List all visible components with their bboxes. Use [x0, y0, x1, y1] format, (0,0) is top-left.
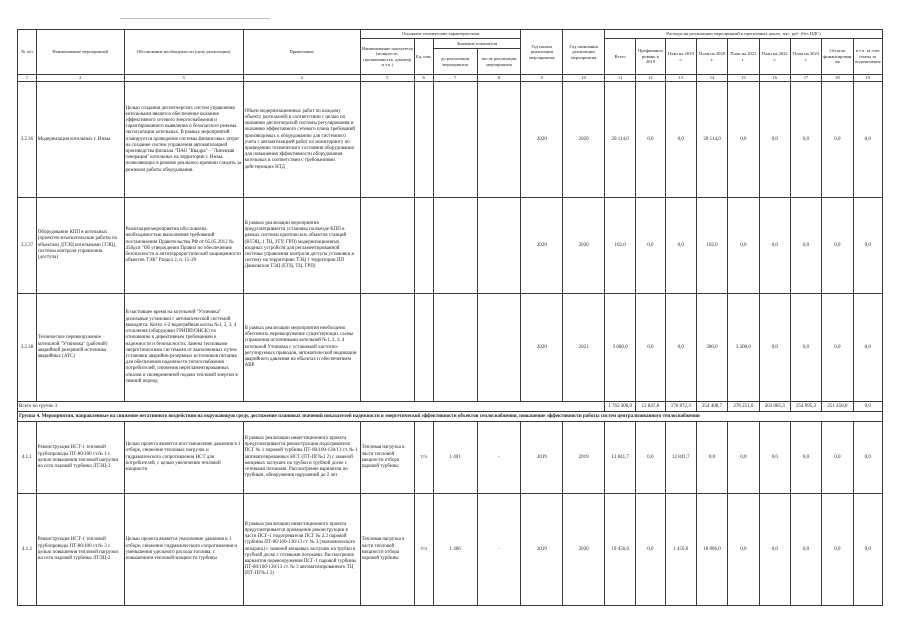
row-end: 2020: [563, 494, 605, 606]
investment-table: [17, 29, 883, 606]
row-before: 1 401: [433, 422, 477, 494]
col-number: 2: [36, 75, 124, 82]
column-numbers-row: [18, 75, 883, 82]
row-plan-2019: 0,0: [665, 198, 696, 294]
row-number: 4.1.1: [18, 422, 37, 494]
header-unit: Ед. изм.: [414, 39, 433, 75]
row-start: 2019: [521, 494, 563, 606]
row-remaining: 0,0: [822, 198, 853, 294]
row-unit: т/ч: [414, 494, 433, 606]
row-number: 4.1.2: [18, 494, 37, 606]
group-total-value: 1 763 300,0: [604, 402, 635, 412]
row-before: 1 406: [433, 494, 477, 606]
col-number: 14: [696, 75, 727, 82]
col-number: 5: [360, 75, 414, 82]
row-tech: [360, 198, 414, 294]
row-total: 3 600,0: [604, 294, 635, 402]
row-tech: Тепловая нагрузка в части тепловой мощности отбора паровой турбины: [360, 494, 414, 606]
col-number: 10: [563, 75, 605, 82]
col-number: 12: [636, 75, 665, 82]
row-note: Объем модернизационных работ по каждому объекту (котельной) в соответствии с целью по оказанию диспетчерской системы регулирования и оказанию эффективного сетевого плана требований производимых к оборудованию для системного учета с автоматизацией работ по мониторингу по приведению технического состояния оборудования для повышения эффективности оборудования котельных в соответствии с требованиями действующих НТД: [243, 82, 360, 198]
row-note: В рамках реализации инвестиционного проекта предусматривается проведение реконструкции в части ПСГ-1 подогревателя ПСГ № 2.2 паровой турбины ПТ-80/100-130/13 ст. № 3 (экономического аппарата) с заменой концевых заглушек на трубки в трубной доске с сетевыми потоками. Рассмотрение вариантов перевооружения ПСГ-1 паровой турбины ПТ-80/100-130/13 ст. № 3 автоматизированного ТЦ (ПТ-ПГ№1 2): [243, 494, 360, 606]
row-plan-2023: 0,0: [790, 198, 821, 294]
row-number: 3.2.36: [18, 82, 37, 198]
header-plan-2022: План на 2022 г.: [759, 39, 790, 75]
row-unit: т/ч: [414, 422, 433, 494]
group-total-row: [18, 402, 883, 412]
row-plan-2022: 0,0: [759, 494, 790, 606]
row-prefinanced: 0,0: [636, 294, 665, 402]
row-loan: 0,0: [853, 494, 882, 606]
col-number: 6: [414, 75, 433, 82]
row-plan-2022: 0,0: [759, 422, 790, 494]
header-plan-2023: План на 2023 г.: [790, 39, 821, 75]
row-unit: [414, 294, 433, 402]
col-number: 11: [604, 75, 635, 82]
row-plan-2020: 162,0: [696, 198, 727, 294]
row-plan-2023: 0,0: [790, 494, 821, 606]
col-number: 4: [243, 75, 360, 82]
row-plan-2019: 0,0: [665, 82, 696, 198]
header-value-after: после реализации мероприятия: [477, 49, 521, 75]
table-row: [18, 494, 883, 606]
row-start: 2019: [521, 422, 563, 494]
row-unit: [414, 198, 433, 294]
row-plan-2021: 0,0: [728, 494, 759, 606]
row-name: Модернизация котельных г. Ижма: [36, 82, 124, 198]
row-plan-2020: 0,0: [696, 422, 727, 494]
row-prefinanced: 0,0: [636, 82, 665, 198]
row-total: 20 114,0: [604, 82, 635, 198]
row-justification: Реализация мероприятия обусловлена необходимостью выполнения требований постановления Правительства РФ от 05.05.2012 № 458дсп "Об утверждении Правил по обеспечению безопасности и антитеррористической защищенности объектов ТЭК" Раздел 2, п. 15-20: [124, 198, 243, 294]
header-value-before: до реализации мероприятия: [433, 49, 477, 75]
row-plan-2022: 0,0: [759, 198, 790, 294]
row-loan: 0,0: [853, 198, 882, 294]
row-name: Техническое перевооружение котельной "Утиновка" (рабочий) аварийной резервной источника аварийных (АТС): [36, 294, 124, 402]
row-plan-2021: 0,0: [728, 198, 759, 294]
row-tech: Тепловая нагрузка в части тепловой мощности отбора паровой турбины: [360, 422, 414, 494]
row-name: Реконструкция НСТ-1 тепловой трубопроводы ПТ-80/100 ст.№ 1 с целью повышения тепловой нагрузки на сети паровой турбины ЛТЭЦ-2: [36, 422, 124, 494]
header-expenses: Расходы на реализацию мероприятий в прогнозных ценах, тыс. руб. (без НДС): [604, 30, 882, 39]
row-total: 19 456,6: [604, 494, 635, 606]
group-total-2023: 254 095,3: [790, 402, 821, 412]
row-justification: Целью проекта является увеличение давления в 1 отборе, снижение гидравлического сопротивления и уменьшения удельного расхода топлива, с повышением тепловой мощности турбины: [124, 494, 243, 606]
row-plan-2020: 18 006,0: [696, 494, 727, 606]
group-total-label: Всего по группе 3: [18, 402, 605, 412]
row-justification: Целью создания диспетчерских систем управления котельными является обеспечение оказания эффективного сетевого энергоснабжения и гарантированного выявления и безопасного режима эксплуатации котельных. В рамках мероприятий планируется проведение системы финансовых затрат на создание систем управления автоматизацией производства филиала "ПАО "Квадра" - "Липецкая генерация" котельных на территории г. Ижма, позволяющих в режиме реального времени следить за режимом работы оборудования.: [124, 82, 243, 198]
group-4-title: Группа 4. Мероприятия, направленные на снижение негативного воздействия на окружающую среду, достижение плановых значений показателей надежности и энергетической эффективности объектов теплоснабжения, повышение эффективности работы систем централизованного теплоснабжения: [18, 412, 883, 422]
row-plan-2019: 12 841,7: [665, 422, 696, 494]
row-start: 2020: [521, 198, 563, 294]
row-note: В рамках реализации мероприятия предусматривается установка на въезде КПП в рамках системы критических объектов станций (ВТЭЦ, 1 ТЦ, ЗТУ, ГРП) модернизационных входных устройств для регламентированной системы управления контроля доступа установки в систему на территорию ТЭЦ 1 территории ПП Данковская ТЭЦ (ЕТЦ, ТЦ, ГРП): [243, 198, 360, 294]
header-number: № п/п: [18, 30, 37, 75]
group-total-2020: 254 408,7: [696, 402, 727, 412]
table-row: [18, 294, 883, 402]
header-plan-2020: План на 2020 г.: [696, 39, 727, 75]
group-header-row: [18, 412, 883, 422]
group-total-2022: 263 085,3: [759, 402, 790, 412]
row-justification: В настоящее время на котельной "Утиновка" дизельные установки с автоматической системой выводятся. Котел 1-2 водогрейные котлы №1, 2, 3, 4 отопления (оборудован ГРИПП/ОНСК) по отношению к директивным требованиям к надежности и безопасности. Замена тепловыми энергетическими системами от выполненных путем установки аварийно-резервных источников питания для обеспечения надежности теплоснабжения потребителей, снижения нерегламентированных отказов и своевременной подачи тепловой энергии в зимний период: [124, 294, 243, 402]
col-number: 19: [853, 75, 882, 82]
header-line: [120, 18, 270, 19]
header-prefinanced: Профинансировано к 2019: [636, 39, 665, 75]
table-row: [18, 82, 883, 198]
table-row: [18, 422, 883, 494]
row-after: [477, 198, 521, 294]
row-before: [433, 198, 477, 294]
col-number: 16: [759, 75, 790, 82]
header-tech-name: Наименование показателя (мощность, протяженность, диаметр и т.п.): [360, 39, 414, 75]
row-name: Реконструкция НСТ-1 тепловой трубопроводы ПТ-80/100 ст.№ 3 с целью повышения тепловой нагрузки на сети паровой турбины ЛТЭЦ-2: [36, 494, 124, 606]
group-total-2019: 176 872,3: [665, 402, 696, 412]
table-row: [18, 198, 883, 294]
row-remaining: 0,0: [822, 82, 853, 198]
group-total-prefinanced: 12 847,8: [636, 402, 665, 412]
row-number: 3.2.37: [18, 198, 37, 294]
header-remaining: Остаток финансирования: [822, 39, 853, 75]
row-plan-2023: 0,0: [790, 422, 821, 494]
row-prefinanced: 0,0: [636, 422, 665, 494]
header-plan-2019: План на 2019 г.: [665, 39, 696, 75]
row-after: [477, 82, 521, 198]
row-end: 2021: [563, 294, 605, 402]
col-number: 9: [521, 75, 563, 82]
col-number: 1: [18, 75, 37, 82]
row-plan-2021: 0,0: [728, 422, 759, 494]
col-number: 17: [790, 75, 821, 82]
header-tech-group: Основные технические характеристики: [360, 30, 521, 39]
row-plan-2023: 0,0: [790, 82, 821, 198]
row-start: 2020: [521, 82, 563, 198]
header-name: Наименование мероприятий: [36, 30, 124, 75]
row-start: 2020: [521, 294, 563, 402]
row-loan: 0,0: [853, 82, 882, 198]
header-indicator-value: Значение показателя: [433, 39, 521, 49]
group-total-loan: 0,0: [853, 402, 882, 412]
row-prefinanced: 0,0: [636, 198, 665, 294]
row-before: [433, 82, 477, 198]
header-incl-loan: в т.ч. за счет платы за подключение: [853, 39, 882, 75]
row-prefinanced: 0,0: [636, 494, 665, 606]
row-remaining: 0,0: [822, 422, 853, 494]
col-number: 8: [477, 75, 521, 82]
row-end: 2019: [563, 422, 605, 494]
row-plan-2022: 0,0: [759, 82, 790, 198]
row-total: 12 841,7: [604, 422, 635, 494]
row-plan-2019: 0,0: [665, 294, 696, 402]
row-after: -: [477, 494, 521, 606]
row-plan-2021: 3 300,0: [728, 294, 759, 402]
row-loan: 0,0: [853, 422, 882, 494]
col-number: 18: [822, 75, 853, 82]
group-total-remaining: 251 450,0: [822, 402, 853, 412]
row-after: -: [477, 422, 521, 494]
row-plan-2020: 300,0: [696, 294, 727, 402]
row-unit: [414, 82, 433, 198]
row-total: 162,0: [604, 198, 635, 294]
row-end: 2020: [563, 198, 605, 294]
header-note: Примечание: [243, 30, 360, 75]
col-number: 13: [665, 75, 696, 82]
row-remaining: 0,0: [822, 294, 853, 402]
col-number: 15: [728, 75, 759, 82]
row-justification: Целью проекта является восстановление давления в 1 отборе, снижение тепловых нагрузок и гидравлического сопротивления НСТ для потребителей, с целью увеличения тепловой мощности: [124, 422, 243, 494]
header-year-start: Год начала реализации мероприятия: [521, 30, 563, 75]
row-plan-2021: 0,0: [728, 82, 759, 198]
row-name: Оборудование КПП в котельных (проектно-изыскательские работы по объектам) ДТЭЦ котельными (ТЭЦ), системы контроля управления (доступа): [36, 198, 124, 294]
header-year-end: Год окончания реализации мероприятия: [563, 30, 605, 75]
row-plan-2023: 0,0: [790, 294, 821, 402]
row-plan-2019: 1 450,6: [665, 494, 696, 606]
row-after: [477, 294, 521, 402]
row-tech: [360, 82, 414, 198]
row-note: В рамках реализации инвестиционного проекта предусматривается реконструкция подогревателя ПСГ № 1 паровой турбины ПТ-80/100-130/13 ст. № 1 автоматизированных НСТ (ПТ-ПГ№1 2) с заменой концевых заглушек на трубки в трубной доске с сетевыми потоками. Рассмотрение вариантов по трубным, обнаружения нарушений до 2 лет: [243, 422, 360, 494]
header-total: Всего: [604, 39, 635, 75]
header-plan-2021: План на 2021 г.: [728, 39, 759, 75]
row-before: [433, 294, 477, 402]
group-total-2021: 276 251,0: [728, 402, 759, 412]
row-note: В рамках реализации мероприятия необходимо обеспечить перевооружение существующих схемы управления источниками котельной №1, 2, 3, 4 котельной Утиновка с установкой частотно-регулируемых приводов, автоматической индикации аварийного давления на объектах и обеспечением АВР.: [243, 294, 360, 402]
col-number: 3: [124, 75, 243, 82]
row-loan: 0,0: [853, 294, 882, 402]
row-plan-2020: 20 114,0: [696, 82, 727, 198]
row-number: 3.2.38: [18, 294, 37, 402]
header-justification: Обоснование необходимости (цель реализации): [124, 30, 243, 75]
row-end: 2020: [563, 82, 605, 198]
row-plan-2022: 0,0: [759, 294, 790, 402]
row-tech: [360, 294, 414, 402]
col-number: 7: [433, 75, 477, 82]
row-remaining: 0,0: [822, 494, 853, 606]
